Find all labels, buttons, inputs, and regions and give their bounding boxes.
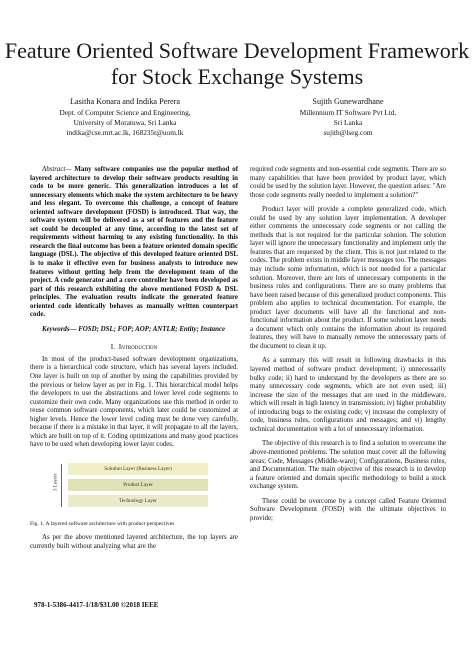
abstract-label: Abstract— bbox=[42, 166, 72, 173]
technology-layer-bar: Technology Layer bbox=[68, 495, 208, 507]
author-affiliation: University of Moratuwa, Sri Lanka bbox=[73, 118, 177, 128]
figure-axis-line bbox=[61, 464, 62, 507]
author-affiliation: Sri Lanka bbox=[333, 118, 363, 128]
keywords-label: Keywords— bbox=[42, 325, 77, 333]
intro-paragraph: In most of the product-based software development organizations, there is a hierarchical code structure, which has several layers included. One layer is built on top of another by using the capabilities provided by the previous or below layer as per in Fig. 1. This hierarchical model helps the developers to use the abstractions and lower level code segments to customize their own code. Many organizations use this method in order to reuse common software components, which later could be customized at higher levels. Hence the lower level coding must be done very carefully, because if there is a mistake in that layer, it will propagate to all the layers, which are built on top of it. Coding optimizations and many good practices have to be used when developing lower layer codes. bbox=[30, 355, 238, 449]
author-affiliation: Dept. of Computer Science and Engineering, bbox=[59, 108, 191, 117]
keywords bbox=[30, 326, 238, 335]
author-name: Sujith Gunewardhane bbox=[312, 97, 384, 106]
title-line-1: Feature Oriented Software Development Framework bbox=[4, 38, 470, 63]
body-paragraph: These could be overcome by a concept called Feature Oriented Software Development (FOSD) with the ultimate objectives to provide; bbox=[250, 497, 446, 522]
abstract bbox=[30, 166, 238, 320]
product-layer-bar: Product Layer bbox=[68, 479, 208, 491]
figure-layer-diagram bbox=[30, 458, 245, 514]
section-title: Introduction bbox=[118, 342, 158, 352]
figure-axis-label: 3 Layers bbox=[53, 473, 59, 491]
intro-paragraph: As per the above mentioned layered architecture, the top layers are currently built without analyzing what are the bbox=[30, 533, 238, 550]
copyright-footer: 978-1-5386-4417-1/18/$31.00 ©2018 IEEE bbox=[34, 601, 159, 609]
figure-caption: Fig. 1. A layered software architecture with product perspectives bbox=[30, 520, 175, 527]
title-line-2: for Stock Exchange Systems bbox=[110, 64, 364, 89]
body-paragraph: As a summary this will result in following drawbacks in this layered method of software product development; i) unnecessarily bulky code; ii) hard to understand by the developers as there are so many unnecessary code segments, which are not even used; iii) increase the size of the messages that are used in the middleware, which will result in high latency in transmission; iv) higher probability of introducing bugs to the existing code; v) increase the complexity of code, business rules, configurations and messages; and vi) lengthy technical documentation with a lot of unnecessary information. bbox=[250, 357, 446, 433]
section-number: I. bbox=[110, 342, 116, 352]
body-paragraph: Product layer will provide a complete generalized code, which could be used by any solution layer implementation. A developer either comments the unnecessary code segments or not calling the methods that is not required for the particular solution. The solution layer will ignore the unnecessary functionality and implement only the features that are requested by the client. This is not just related to the codes. The problem exists in middle layer messages too. The messages may include some information, which is not needed for a particular solution. Moreover, there are lots of unnecessary components in the business rules and configurations. There are so many problems that have been raised because of this generalized product components. This problem also applies to technical documentation. For example, the product layer documents will have all the functional and non-functional information about the product. If some solution layer needs a document which only contains the information about its required features, they will have to manually remove the unnecessary parts of the document to clean it up. bbox=[250, 206, 446, 350]
paper-title bbox=[0, 38, 474, 90]
body-paragraph: required code segments and non-essential code segments. There are so many capabilities that have been provided by product layer, which could be used by the solution layer. However, the question arises: "Are those code segments really needed to implement a solution?" bbox=[250, 166, 446, 199]
keywords-text: FOSD; DSL; FOP; AOP; ANTLR; Entity; Instance bbox=[76, 325, 226, 333]
solution-layer-bar: Solution Layer (Business Layer) bbox=[68, 463, 208, 475]
author-block-2 bbox=[250, 96, 446, 139]
author-email: indika@cse.mrt.ac.lk, 168235t@uom.lk bbox=[66, 128, 184, 138]
author-name: Lasitha Konara and Indika Perera bbox=[69, 97, 181, 106]
section-heading bbox=[30, 343, 238, 352]
abstract-text: Many software companies use the popular method of layered architecture to develop their software products resulting in code to be more generic. This generalization introduces a lot of unnecessary elements which make the system architecture to be heavy and less elegant. To overcome this challenge, a concept of feature oriented software development (FOSD) is introduced. That way, the software system will be delivered as a set of features and the feature set could be decoupled at any time, according to the latest set of requirements without harming to any existing functionality. In this research the final outcome has been a feature oriented domain specific language (DSL). The objective of this developed feature oriented DSL is to make it effective even for business analysts to introduce new features without getting help from the development team of the project. A code generator and a core controller have been developed as part of this research exhibiting the above mentioned FOSD & DSL principles. The evaluation results indicate the generated feature oriented code identically behaves as manually written counterpart code. bbox=[30, 166, 238, 319]
author-email: sujith@lseg.com bbox=[323, 128, 373, 138]
right-column bbox=[250, 166, 446, 523]
author-affiliation: Millennium IT Software Pvt Ltd, bbox=[299, 108, 397, 117]
author-block-1 bbox=[30, 96, 220, 139]
left-column bbox=[30, 166, 238, 551]
body-paragraph: The objective of this research is to find a solution to overcome the above-mentioned problems. The solution must cover all the following areas; Code, Messages (Middle-ware); Configurations, Business rules, and Documentation. The main objective of this research is to develop a feature oriented and domain specific methodology to build a stock exchange system. bbox=[250, 440, 446, 491]
